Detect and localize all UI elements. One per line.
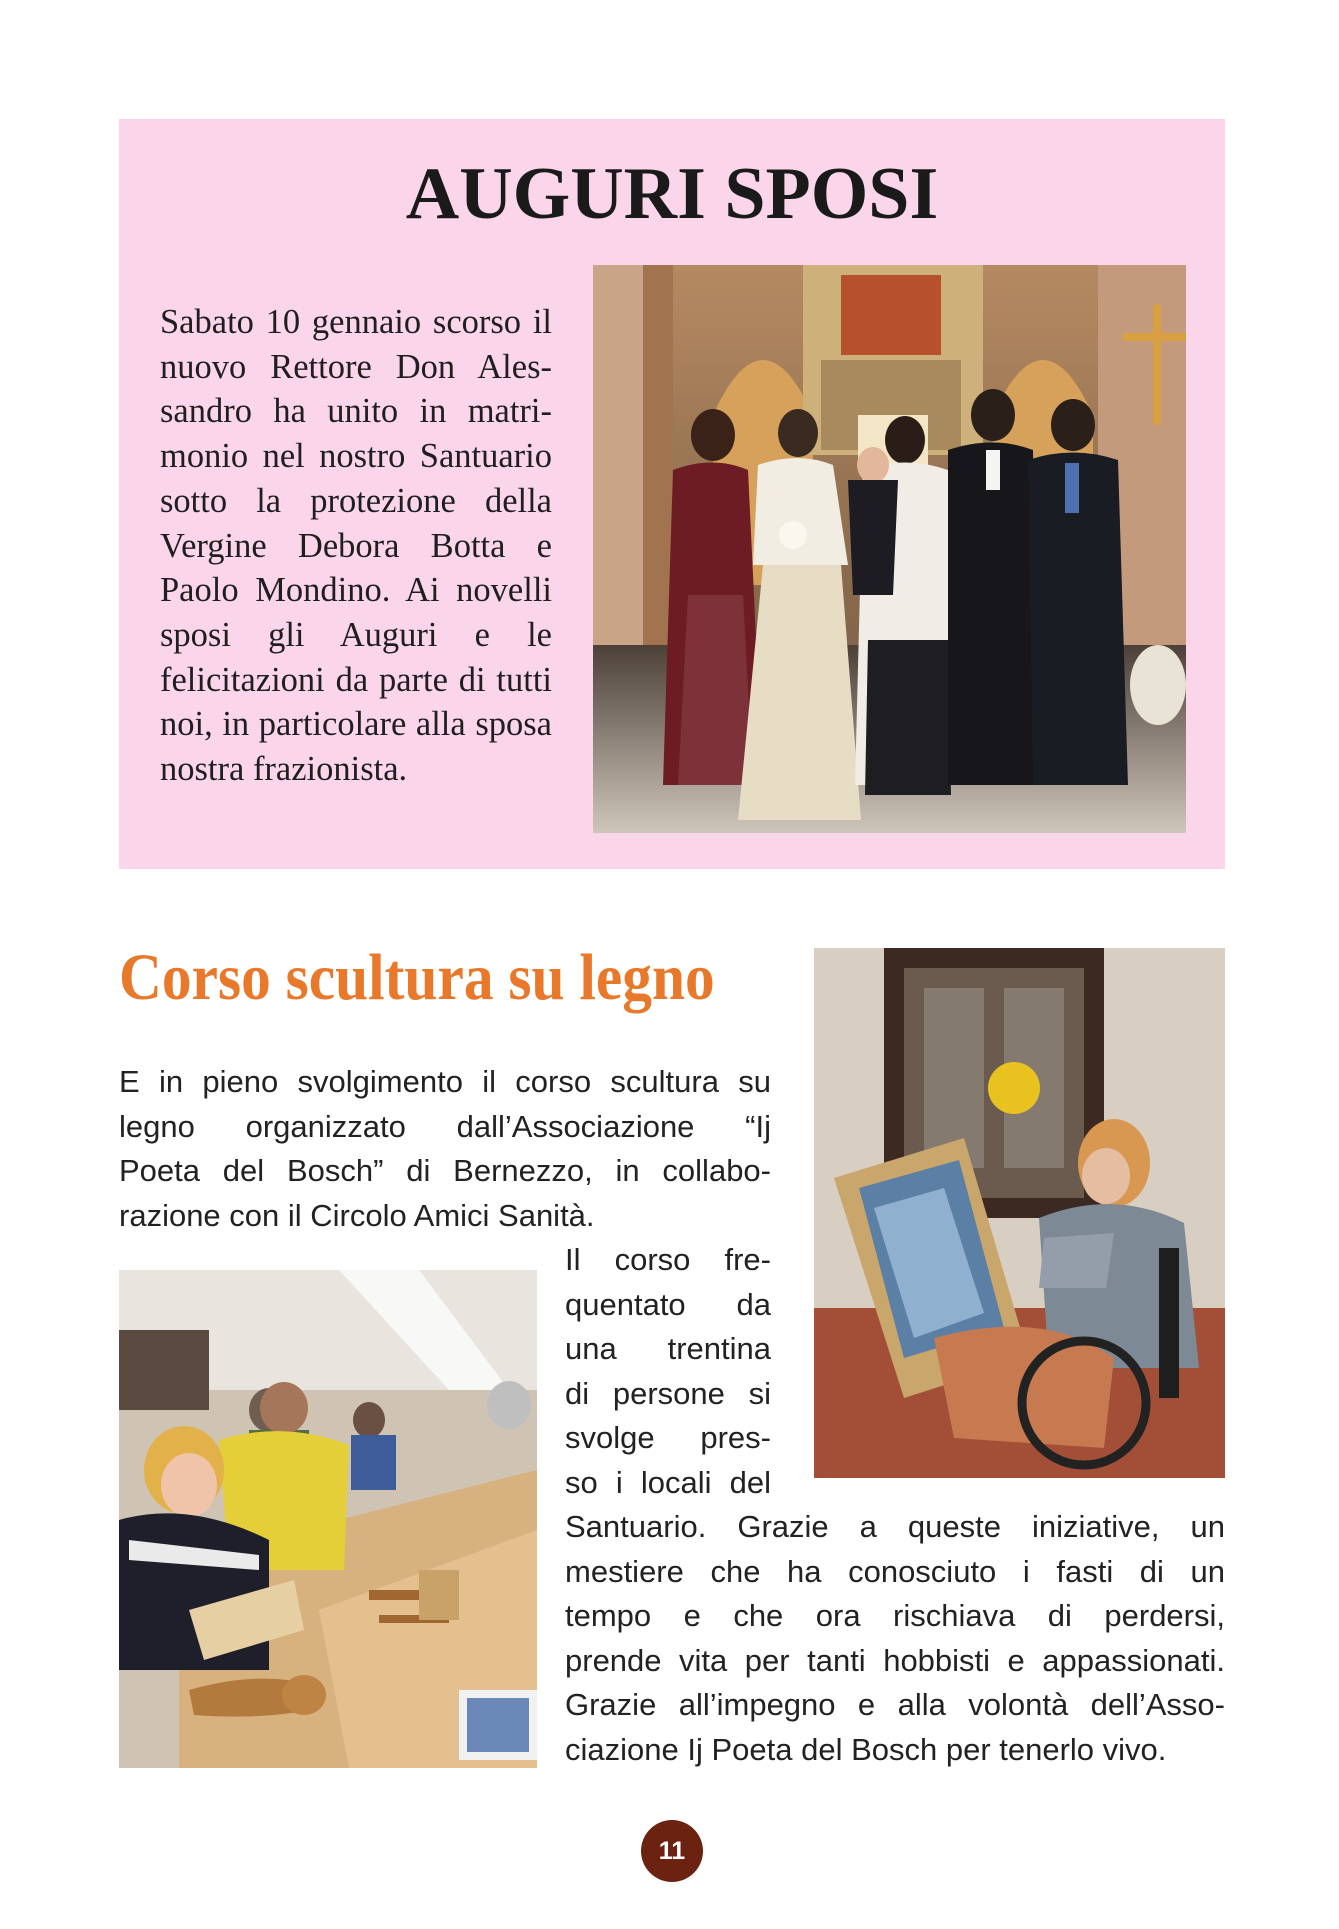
course-line: Poeta del Bosch” di Bernezzo, in collabo-: [119, 1153, 771, 1189]
course-intro-text: [119, 1060, 771, 1238]
course-line: di persone si: [565, 1375, 771, 1411]
wedding-line: Vergine Debora Botta e: [160, 526, 552, 565]
course-line: legno organizzato dall’Associazione “Ij: [119, 1108, 771, 1144]
wedding-line: e le felicitazioni da parte di: [160, 615, 552, 699]
carving-course-title: Corso scultura su legno: [119, 941, 715, 1014]
wedding-line: Paolo Mondino.: [160, 571, 391, 610]
course-line: svolge pres-: [565, 1420, 771, 1456]
course-closing-text: [565, 1505, 1225, 1773]
course-line: Grazie all’impegno e alla volontà dell’Asso-: [565, 1687, 1225, 1723]
workshop-photo: [119, 1270, 537, 1768]
wedding-line: Sabato 10 gennaio scorso: [160, 303, 522, 341]
course-line: E in pieno svolgimento il corso scultura su: [119, 1064, 771, 1099]
wedding-title: AUGURI SPOSI: [405, 153, 939, 235]
wedding-line: Ai novelli sposi gli Auguri: [160, 571, 552, 654]
course-line: tempo e che ora rischiava di perdersi,: [565, 1598, 1225, 1634]
course-line: razione con il Circolo Amici Sanità.: [119, 1197, 595, 1233]
course-line: quentato da: [565, 1286, 771, 1322]
wedding-line: sotto la protezione della: [160, 481, 552, 520]
course-side-text: [565, 1238, 771, 1506]
course-line: prende vita per tanti hobbisti e appassionati.: [565, 1642, 1225, 1678]
wedding-line: il nuovo Rettore Don Ales-: [160, 303, 552, 386]
course-line: Il corso fre-: [565, 1242, 771, 1277]
page-number-badge: 11: [641, 1820, 703, 1882]
course-line: ciazione Ij Poeta del Bosch per tenerlo vivo.: [565, 1731, 1167, 1767]
wedding-line: monio nel nostro Santuario: [160, 437, 552, 476]
wedding-paragraph: [160, 300, 552, 792]
course-line: so i locali del: [565, 1464, 771, 1500]
wedding-line: sandro ha unito in matri-: [160, 392, 552, 431]
woman-carving-photo: [814, 948, 1225, 1478]
course-line: una trentina: [565, 1331, 771, 1367]
wedding-line: tutti noi, in particolare alla: [160, 660, 552, 744]
course-line: mestiere che ha conosciuto i fasti di un: [565, 1553, 1225, 1589]
wedding-photo: [593, 265, 1186, 833]
wedding-line: sposa nostra frazionista.: [160, 705, 552, 789]
course-line: Santuario. Grazie a queste iniziative, un: [565, 1509, 1225, 1544]
